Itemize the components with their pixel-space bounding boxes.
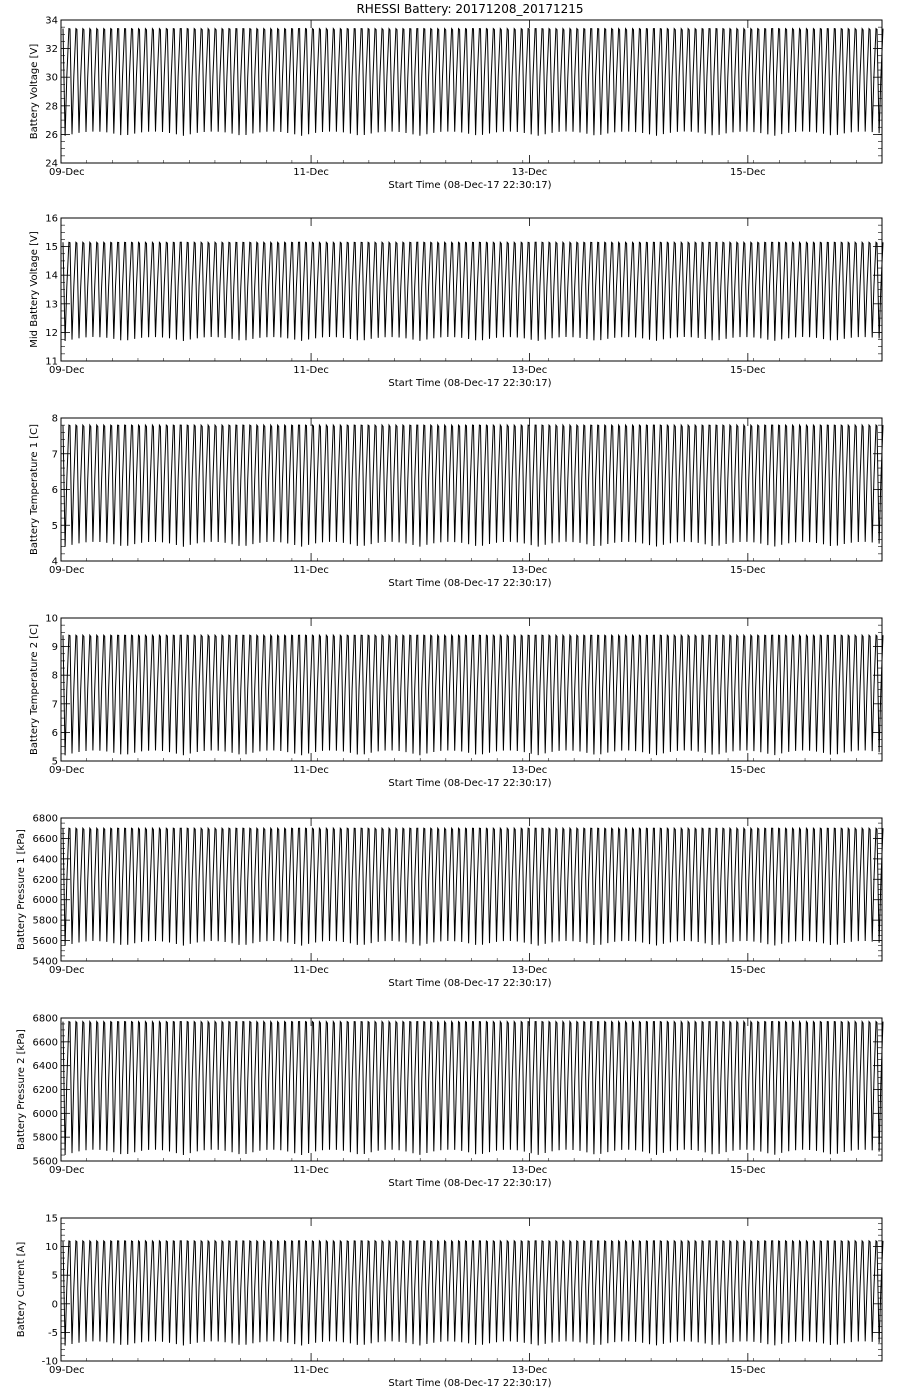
y-tick-label: 15 [45,1213,58,1225]
y-tick-label: -10 [41,1356,58,1368]
y-axis-label: Battery Pressure 2 [kPa] [16,1029,27,1150]
x-tick-label: 09-Dec [49,365,85,376]
x-axis-label: Start Time (08-Dec-17 22:30:17) [388,1178,552,1189]
y-tick-label: 6200 [32,874,58,886]
y-tick-label: 5600 [32,936,58,948]
x-tick-label: 13-Dec [511,365,548,376]
y-tick-label: 7 [51,449,58,461]
panel-1 [29,16,883,192]
y-tick-label: 8 [51,670,58,682]
y-tick-label: 8 [51,413,58,425]
y-tick-label: 0 [51,1299,58,1311]
x-tick-label: 11-Dec [293,965,329,976]
y-tick-label: 6 [51,727,58,739]
y-tick-label: 5 [51,520,58,532]
y-tick-label: 6200 [32,1085,58,1096]
x-axis-label: Start Time (08-Dec-17 22:30:17) [388,180,552,191]
plot-frame [61,1218,882,1361]
series-line [63,1241,883,1346]
x-tick-label: 13-Dec [511,167,548,178]
series-line [63,828,883,946]
y-tick-label: 5800 [32,1132,58,1144]
x-tick-label: 11-Dec [293,1365,329,1376]
x-tick-label: 15-Dec [730,765,766,776]
panel-2 [29,214,883,390]
y-tick-label: 24 [45,158,58,170]
y-tick-label: 30 [45,72,58,84]
y-axis-label: Battery Pressure 1 [kPa] [16,829,27,950]
y-tick-label: 15 [45,242,58,254]
panel-6 [16,1014,883,1190]
x-axis-label: Start Time (08-Dec-17 22:30:17) [388,378,552,389]
y-axis-label: Battery Temperature 1 [C] [29,423,40,556]
panel-4 [29,614,883,790]
x-tick-label: 15-Dec [730,1365,766,1376]
y-tick-label: 14 [45,270,58,282]
y-axis-label: Battery Voltage [V] [29,43,40,140]
y-tick-label: 6 [51,485,58,496]
y-tick-label: 16 [45,213,58,225]
y-tick-label: 7 [51,699,58,711]
y-tick-label: 5 [51,756,58,768]
panel-5 [16,814,883,990]
plot-frame [61,218,882,361]
x-tick-label: 09-Dec [49,765,85,776]
y-tick-label: 12 [45,327,58,339]
x-tick-label: 13-Dec [511,565,548,576]
x-tick-label: 11-Dec [293,565,329,576]
series-line [63,242,883,341]
x-tick-label: 15-Dec [730,365,766,376]
y-axis-label: Battery Current [A] [16,1241,27,1338]
y-tick-label: 4 [51,556,58,568]
x-tick-label: 13-Dec [511,965,548,976]
x-tick-label: 09-Dec [49,1365,85,1376]
y-tick-label: 6400 [32,854,58,866]
series-line [63,1022,883,1155]
y-tick-label: 10 [45,1242,58,1254]
x-tick-label: 13-Dec [511,765,548,776]
x-axis-label: Start Time (08-Dec-17 22:30:17) [388,578,552,589]
y-tick-label: 13 [45,299,58,311]
series-line [63,425,883,547]
y-tick-label: 28 [45,101,58,113]
y-tick-label: 5600 [32,1156,58,1168]
x-tick-label: 11-Dec [293,1165,329,1176]
y-tick-label: 5400 [32,956,58,968]
y-tick-label: 5 [51,1270,58,1282]
panels-group [16,16,883,1390]
x-axis-label: Start Time (08-Dec-17 22:30:17) [388,1378,552,1389]
series-line [63,635,883,755]
x-tick-label: 11-Dec [293,765,329,776]
x-tick-label: 15-Dec [730,965,766,976]
y-tick-label: 9 [51,642,58,654]
y-axis-label: Battery Temperature 2 [C] [29,623,40,756]
y-tick-label: 10 [45,613,58,625]
series-line [63,29,883,136]
figure-title: RHESSI Battery: 20171208_20171215 [356,2,584,16]
x-tick-label: 09-Dec [49,965,85,976]
y-tick-label: 6600 [32,1037,58,1049]
y-tick-label: 6600 [32,833,58,845]
y-tick-label: 6800 [32,813,58,825]
y-tick-label: 32 [45,44,58,56]
y-tick-label: 6400 [32,1061,58,1073]
x-tick-label: 09-Dec [49,1165,85,1176]
panel-3 [29,414,883,590]
x-tick-label: 15-Dec [730,1165,766,1176]
x-tick-label: 13-Dec [511,1365,548,1376]
x-tick-label: 09-Dec [49,167,85,178]
y-tick-label: 6800 [32,1013,58,1025]
x-tick-label: 13-Dec [511,1165,548,1176]
y-tick-label: 5800 [32,915,58,927]
panel-7 [16,1214,883,1390]
y-tick-label: 6000 [32,1108,58,1120]
x-tick-label: 11-Dec [293,167,329,178]
y-tick-label: 11 [45,356,58,368]
x-tick-label: 11-Dec [293,365,329,376]
y-tick-label: 6000 [32,895,58,907]
y-tick-label: 34 [45,15,58,27]
x-tick-label: 09-Dec [49,565,85,576]
y-tick-label: -5 [48,1327,58,1339]
y-tick-label: 26 [45,129,58,141]
x-tick-label: 15-Dec [730,565,766,576]
x-tick-label: 15-Dec [730,167,766,178]
y-axis-label: Mid Battery Voltage [V] [29,231,40,348]
x-axis-label: Start Time (08-Dec-17 22:30:17) [388,978,552,989]
x-axis-label: Start Time (08-Dec-17 22:30:17) [388,778,552,789]
